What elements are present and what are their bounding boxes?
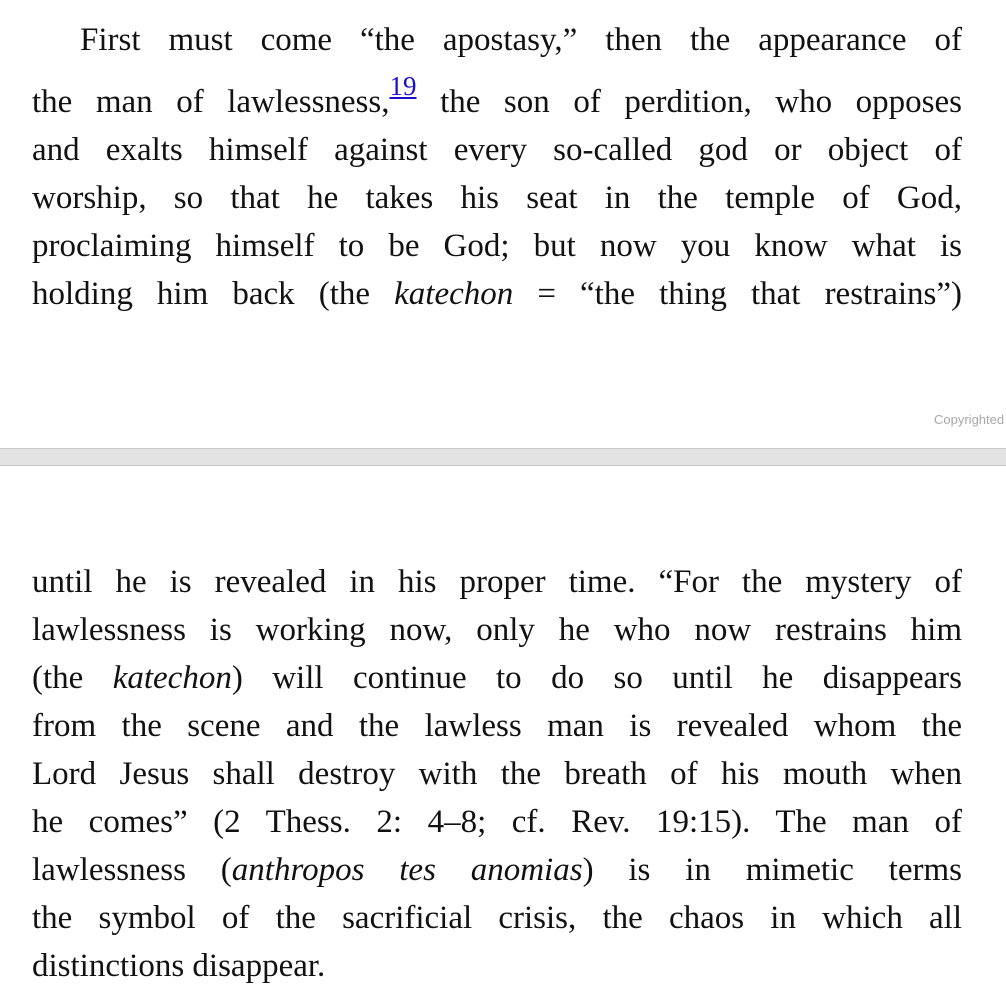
text-fragment: holding him back (the [32,276,395,312]
text-fragment: the son of perdition, who opposes [440,84,963,120]
text-fragment: ) will continue to do so until he disappears [231,660,962,696]
text-line [32,71,963,126]
italic-term: katechon [394,276,514,312]
text-line: proclaiming himself to be God; but now you know what is [32,228,962,264]
text-fragment: lawlessness ( [32,852,232,888]
text-line: Lord Jesus shall destroy with the breath of his mouth when [32,756,962,792]
italic-term: katechon [112,660,232,696]
text-line: from the scene and the lawless man is revealed whom the [32,708,962,744]
text-fragment: the man of lawlessness, [32,84,390,120]
text-fragment: = “the thing that restrains”) [513,276,962,312]
text-line [32,654,962,702]
text-line: First must come “the apostasy,” then the appearance of [80,22,962,58]
page-separator [0,448,1006,466]
text-line: worship, so that he takes his seat in the temple of God, [32,180,962,216]
text-line [32,270,962,318]
text-fragment: ) is in mimetic terms [582,852,962,888]
copyright-watermark: Copyrighted [934,412,1005,427]
top-paragraph [32,16,962,318]
text-line: he comes” (2 Thess. 2: 4–8; cf. Rev. 19:15). The man of [32,804,962,840]
italic-term: anthropos tes anomias [231,852,583,888]
text-line: distinctions disappear. [32,948,326,984]
text-line: lawlessness is working now, only he who now restrains him [32,612,962,648]
page-top [0,0,1006,448]
text-line: the symbol of the sacrificial crisis, the chaos in which all [32,900,962,936]
text-line [32,846,962,894]
text-fragment: (the [32,660,113,696]
text-line: until he is revealed in his proper time. “For the mystery of [32,564,962,600]
text-line: and exalts himself against every so-called god or object of [32,132,962,168]
footnote-reference-link[interactable]: 19 [389,71,417,101]
bottom-paragraph [32,558,962,990]
